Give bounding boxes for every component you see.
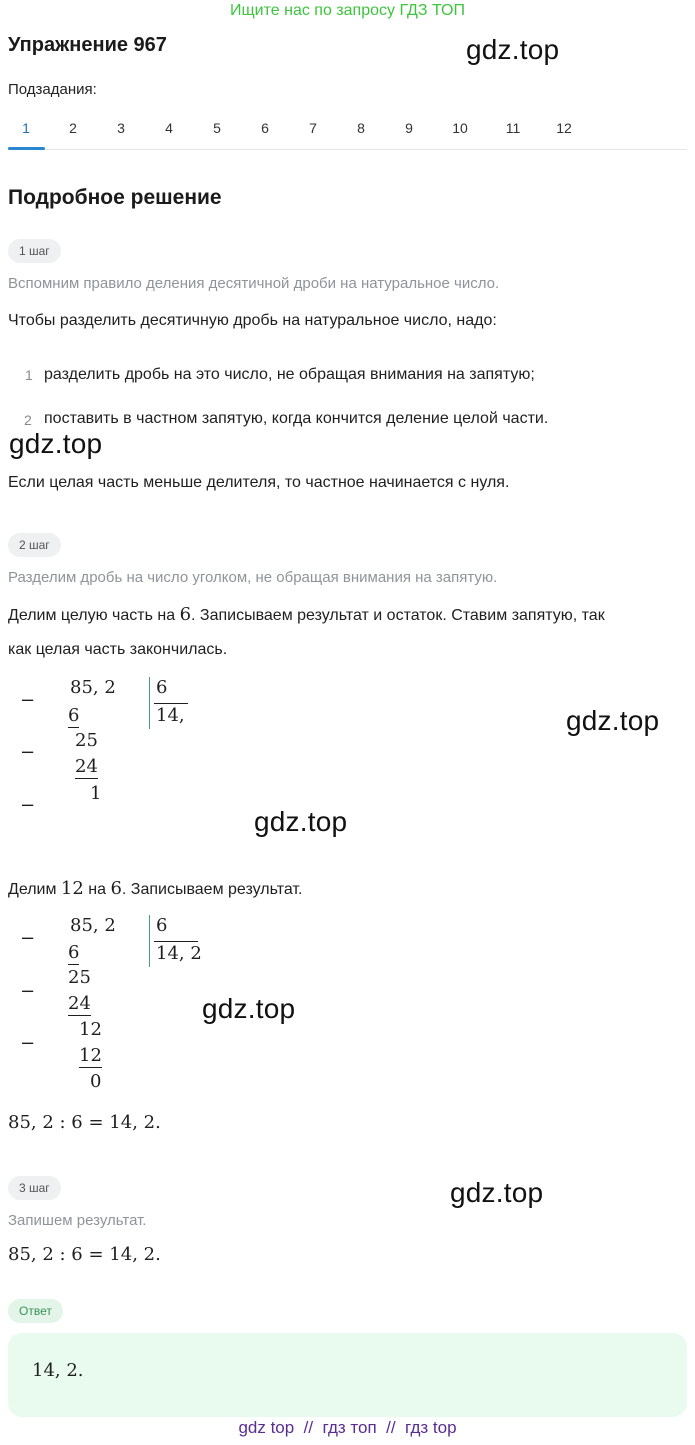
top-banner: Ищите нас по запросу ГДЗ ТОП [230, 2, 465, 19]
division-bar [149, 915, 150, 967]
minus-sign: − [20, 742, 36, 763]
minus-sign: − [20, 981, 36, 1002]
quotient: 14, [156, 705, 185, 726]
dividend: 85, 2 [70, 677, 116, 698]
division-bar [149, 677, 150, 729]
subtrahend: 12 [79, 1045, 102, 1066]
tab-7[interactable]: 7 [309, 120, 317, 136]
step-2-badge: 2 шаг [8, 533, 61, 557]
step-2-middle-text: Делим 12 на 6. Записываем результат. [8, 878, 303, 899]
step-3-hint: Запишем результат. [8, 1212, 147, 1229]
watermark: gdz.top [566, 705, 660, 736]
answer-badge: Ответ [8, 1299, 63, 1323]
minus-sign: − [20, 1033, 36, 1054]
divisor: 6 [156, 677, 168, 698]
tab-12[interactable]: 12 [556, 120, 572, 136]
tab-10[interactable]: 10 [452, 120, 468, 136]
division-line [154, 703, 188, 704]
remainder: 12 [79, 1019, 102, 1040]
divisor: 6 [156, 915, 168, 936]
step-1-note: Если целая часть меньше делителя, то частное начинается с нуля. [8, 474, 510, 491]
subtrahend: 24 [68, 993, 91, 1014]
remainder: 25 [75, 730, 98, 751]
tab-3[interactable]: 3 [117, 120, 125, 136]
answer-value: 14, 2. [32, 1360, 84, 1381]
subtrahend: 6 [68, 942, 80, 963]
tab-6[interactable]: 6 [261, 120, 269, 136]
subtask-tabs [8, 112, 687, 150]
step-2-line-2: как целая часть закончилась. [8, 641, 228, 658]
quotient: 14, 2 [156, 943, 202, 964]
section-title: Подробное решение [8, 186, 222, 209]
minus-sign: − [20, 928, 36, 949]
list-item-text: разделить дробь на это число, не обращая внимания на запятую; [44, 366, 535, 383]
remainder: 25 [68, 967, 91, 988]
active-tab-indicator [8, 147, 45, 150]
watermark: gdz.top [466, 34, 560, 65]
step-2-line-1: Делим целую часть на 6. Записываем результат и остаток. Ставим запятую, так [8, 604, 605, 625]
division-line [154, 941, 198, 942]
list-item-text: поставить в частном запятую, когда кончится деление целой части. [44, 410, 549, 427]
remainder: 0 [90, 1071, 102, 1092]
subtrahend: 24 [75, 756, 98, 777]
step-1-badge: 1 шаг [8, 239, 61, 263]
tab-1[interactable]: 1 [22, 120, 30, 136]
tab-4[interactable]: 4 [165, 120, 173, 136]
watermark: gdz.top [9, 428, 103, 459]
subtrahend: 6 [68, 705, 80, 726]
answer-box [8, 1333, 687, 1417]
step-3-badge: 3 шаг [8, 1176, 61, 1200]
watermark: gdz.top [254, 806, 348, 837]
list-item-number: 1 [25, 367, 33, 383]
minus-sign: − [20, 690, 36, 711]
watermark: gdz.top [450, 1177, 544, 1208]
step-2-result: 85, 2 : 6 = 14, 2. [8, 1112, 161, 1133]
watermark: gdz.top [202, 993, 296, 1024]
dividend: 85, 2 [70, 915, 116, 936]
step-2-hint: Разделим дробь на число уголком, не обращая внимания на запятую. [8, 569, 498, 586]
tab-2[interactable]: 2 [69, 120, 77, 136]
tab-5[interactable]: 5 [213, 120, 221, 136]
list-item-number: 2 [24, 412, 32, 428]
step-1-hint: Вспомним правило деления десятичной дроби на натуральное число. [8, 275, 500, 292]
tab-9[interactable]: 9 [405, 120, 413, 136]
step-3-result: 85, 2 : 6 = 14, 2. [8, 1244, 161, 1265]
footer-links: gdz top // гдз топ // гдз top [238, 1418, 457, 1437]
subtasks-label: Подзадания: [8, 81, 97, 98]
remainder: 1 [90, 783, 102, 804]
tab-11[interactable]: 11 [505, 120, 521, 136]
step-1-intro: Чтобы разделить десятичную дробь на натуральное число, надо: [8, 312, 497, 329]
minus-sign: − [20, 795, 36, 816]
page-title: Упражнение 967 [8, 34, 167, 56]
tab-8[interactable]: 8 [357, 120, 365, 136]
